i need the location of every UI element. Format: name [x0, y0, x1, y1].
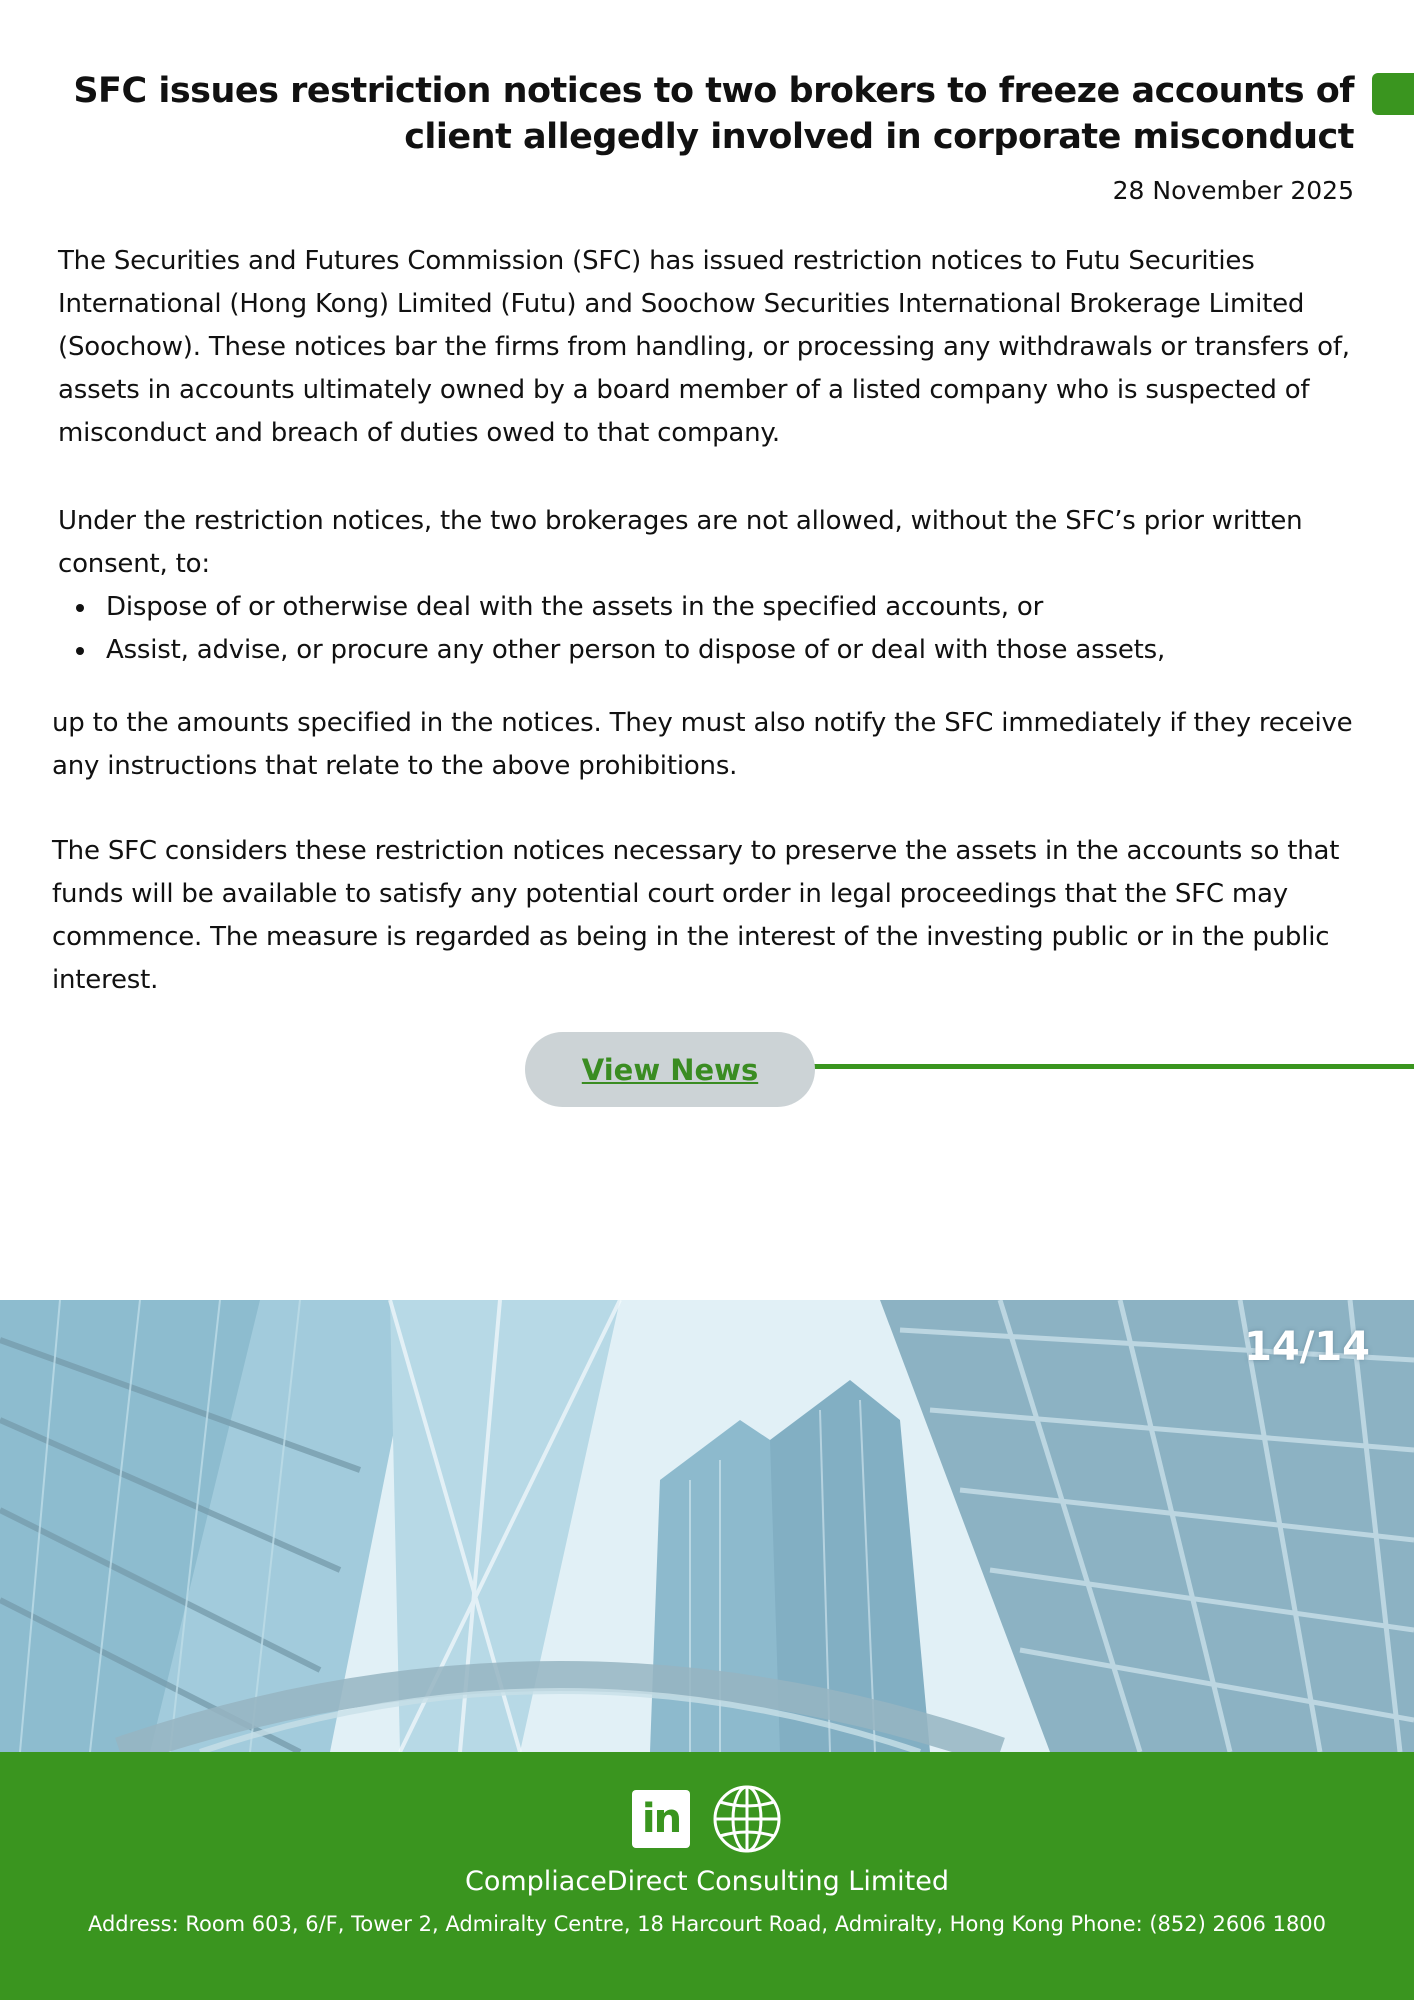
list-item: Dispose of or otherwise deal with the assets in the specified accounts, or [58, 586, 1368, 629]
linkedin-icon[interactable]: in [632, 1790, 690, 1848]
article-title: SFC issues restriction notices to two brokers to freeze accounts of client allegedly involved in corporate misconduct [73, 71, 1354, 157]
social-icons [0, 1790, 1414, 1854]
footer [0, 1752, 1414, 2000]
paragraph-amounts: up to the amounts specified in the notices. They must also notify the SFC immediately if they receive any instructions that relate to the above prohibitions. [52, 708, 1353, 781]
company-name: CompliaceDirect Consulting Limited [464, 1866, 949, 1897]
company-address: Address: Room 603, 6/F, Tower 2, Admiralty Centre, 18 Harcourt Road, Admiralty, Hong Kong Phone: (852) 2606 1800 [87, 1912, 1327, 1936]
paragraph-intro: The Securities and Futures Commission (SFC) has issued restriction notices to Futu Securities International (Hong Kong) Limited (Futu) and Soochow Securities International Brokerage Limited (Soochow). These notices bar the firms from handling, or processing any withdrawals or transfers of, assets in accounts ultimately owned by a board member of a listed company who is suspected of misconduct and breach of duties owed to that company. [58, 246, 1350, 448]
paragraph-purpose: The SFC considers these restriction notices necessary to preserve the assets in the accounts so that funds will be available to satisfy any potential court order in legal proceedings that the SFC may commence. The measure is regarded as being in the interest of the investing public or in the public interest. [52, 836, 1340, 995]
divider-line [812, 1064, 1414, 1069]
page-number: 14/14 [1244, 1324, 1370, 1370]
restriction-list [58, 586, 1368, 672]
article-date: 28 November 2025 [1112, 176, 1354, 205]
view-news-button[interactable]: View News [525, 1032, 815, 1107]
globe-icon[interactable] [712, 1784, 782, 1854]
accent-tab [1372, 73, 1414, 115]
paragraph-restrictions: Under the restriction notices, the two brokerages are not allowed, without the SFC’s prior written consent, to: [58, 506, 1303, 579]
skyscraper-illustration [0, 1300, 1414, 1752]
skyscraper-photo [0, 1300, 1414, 1752]
list-item: Assist, advise, or procure any other person to dispose of or deal with those assets, [58, 629, 1368, 672]
